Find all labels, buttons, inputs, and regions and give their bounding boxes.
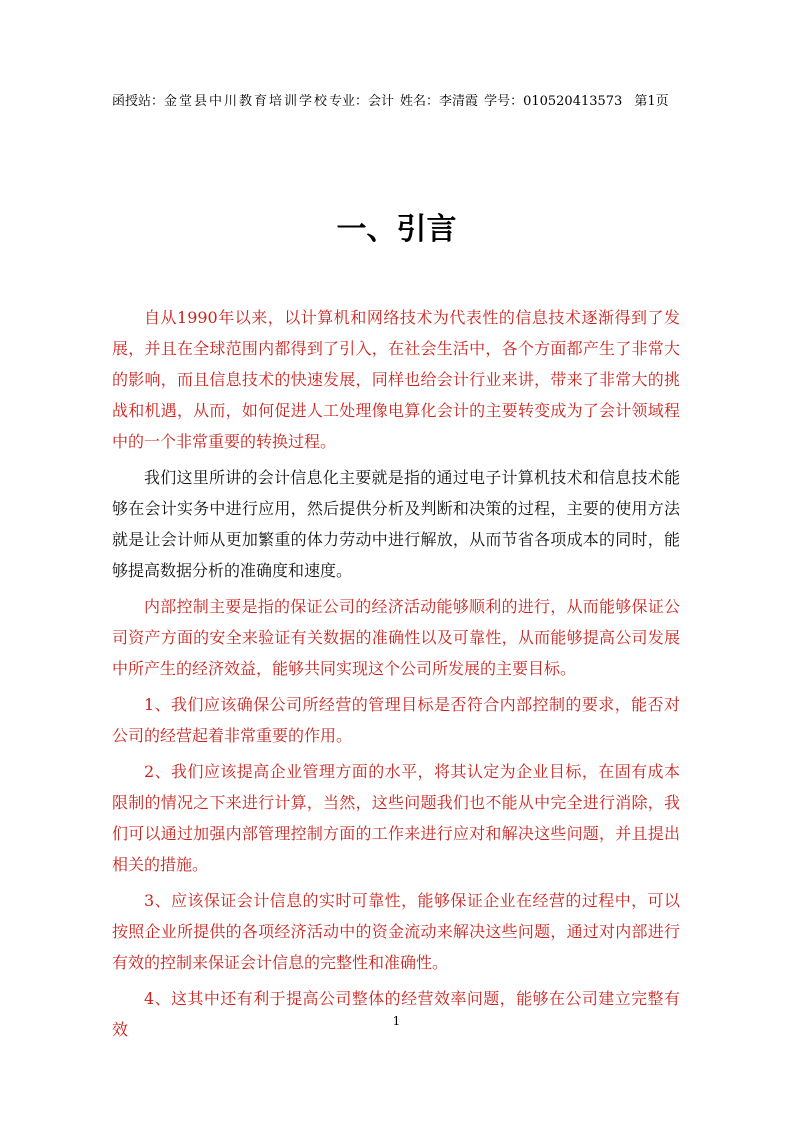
header-page: 第1页 <box>634 94 669 109</box>
header-name: 姓名：李清霞 <box>400 94 479 109</box>
paragraph-2: 我们这里所讲的会计信息化主要就是指的通过电子计算机技术和信息技术能够在会计实务中进行应用，然后提供分析及判断和决策的过程，主要的使用方法就是让会计师从更加繁重的体力劳动中进行解放，从而节省各项成本的同时，能够提高数据分析的准确度和速度。 <box>112 468 680 580</box>
paragraph-6: 3、应该保证会计信息的实时可靠性，能够保证企业在经营的过程中，可以按照企业所提供的各项经济活动中的资金流动来解决这些问题，通过对内部进行有效的控制来保证会计信息的完整性和准确性。 <box>112 891 680 972</box>
paragraph-4: 1、我们应该确保公司所经营的管理目标是否符合内部控制的要求，能否对公司的经营起着非常重要的作用。 <box>112 695 680 745</box>
page-number: 1 <box>392 1014 401 1028</box>
header-student-id: 学号：010520413573 <box>484 94 623 109</box>
section-title: 一、引言 <box>336 212 457 247</box>
header-major: 专业：会计 <box>329 94 395 109</box>
page-header <box>112 93 712 111</box>
body-text <box>112 302 680 1050</box>
paragraph-3: 内部控制主要是指的保证公司的经济活动能够顺利的进行，从而能够保证公司资产方面的安全来验证有关数据的准确性以及可靠性，从而能够提高公司发展中所产生的经济效益，能够共同实现这个公司所发展的主要目标。 <box>112 597 680 678</box>
paragraph-1: 自从1990年以来，以计算机和网络技术为代表性的信息技术逐渐得到了发展，并且在全球范围内都得到了引入，在社会生活中，各个方面都产生了非常大的影响，而且信息技术的快速发展，同样也给会计行业来讲，带来了非常大的挑战和机遇，从而，如何促进人工处理像电算化会计的主要转变成为了会计领域程中的一个非常重要的转换过程。 <box>112 308 680 451</box>
paragraph-7: 4、这其中还有利于提高公司整体的经营效率问题，能够在公司建立完整有效 <box>112 989 680 1039</box>
header-station-label: 函授站： <box>112 94 165 109</box>
header-station-name: 金堂县中川教育培训学校 <box>164 94 330 109</box>
paragraph-5: 2、我们应该提高企业管理方面的水平，将其认定为企业目标，在固有成本限制的情况之下来进行计算，当然，这些问题我们也不能从中完全进行消除，我们可以通过加强内部管理控制方面的工作来进行应对和解决这些问题，并且提出相关的措施。 <box>112 762 680 874</box>
